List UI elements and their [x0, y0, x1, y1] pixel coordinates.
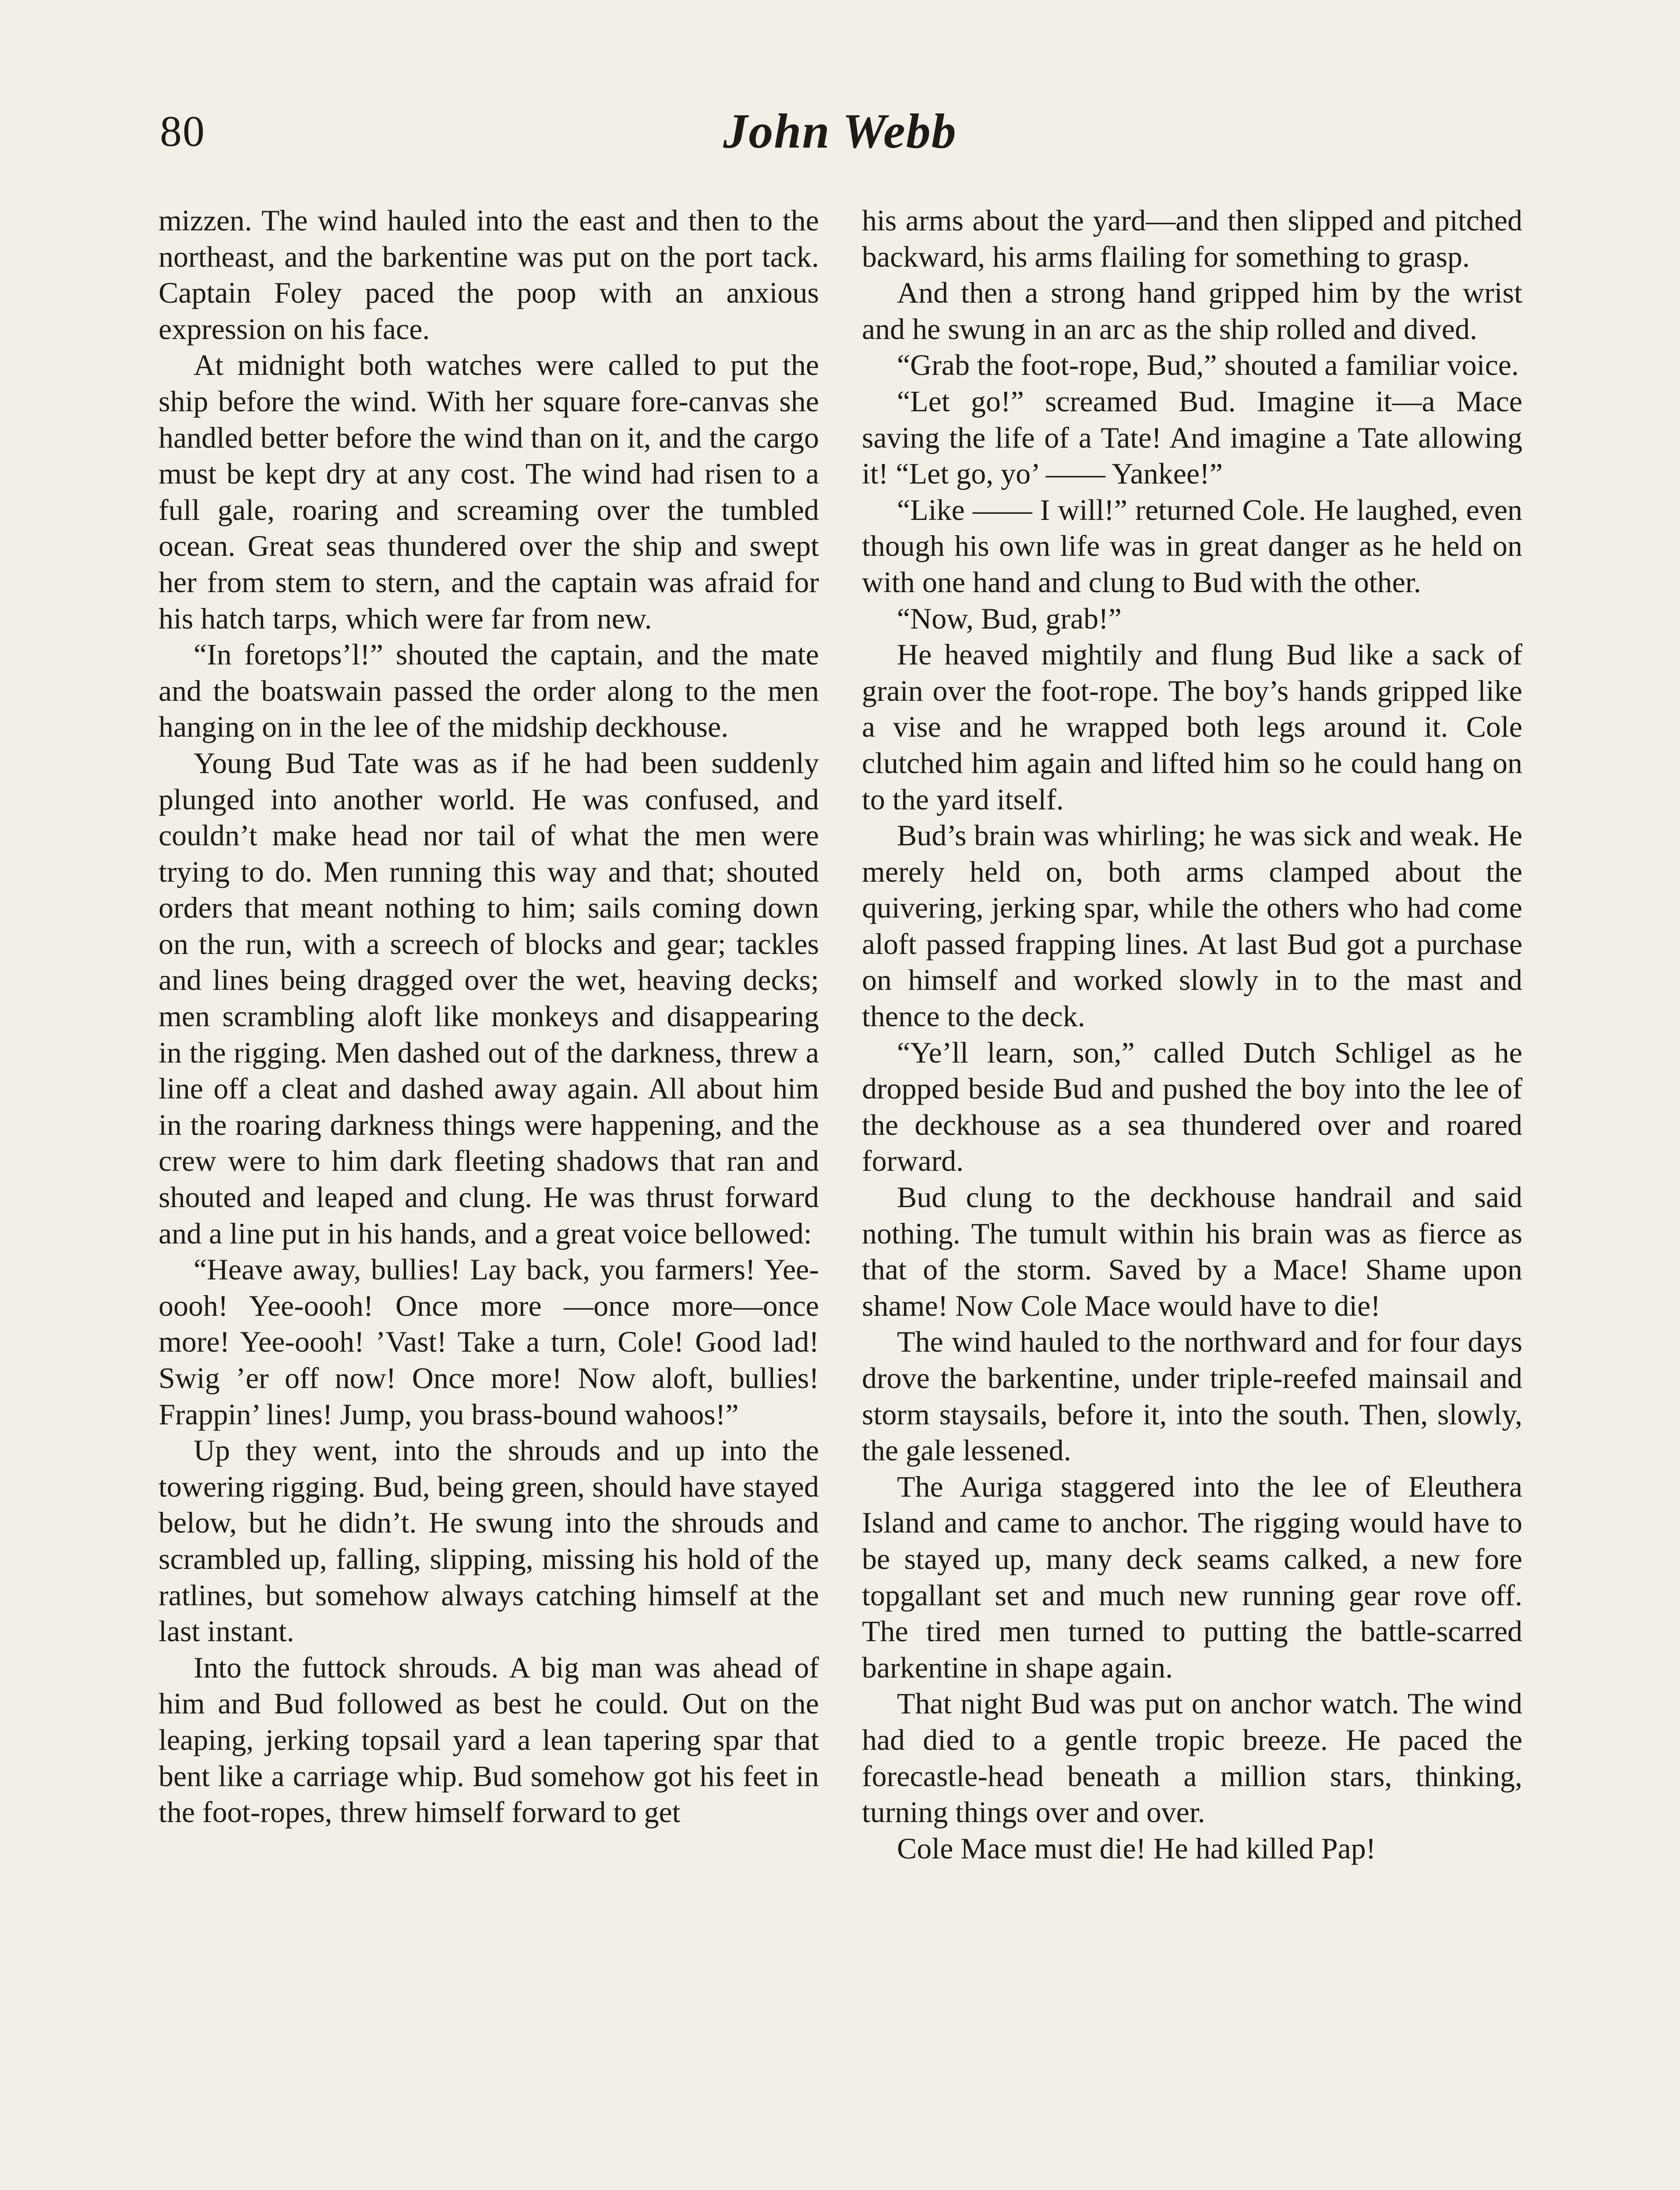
paragraph: “Ye’ll learn, son,” called Dutch Schligel as he dropped beside Bud and pushed the boy into the lee of the deckhouse as a sea thundered over and roared forward. [862, 1035, 1522, 1178]
right-column [862, 202, 1522, 1866]
paragraph: “Like —— I will!” returned Cole. He laughed, even though his own life was in great danger as he held on with one hand and clung to Bud with the other. [862, 493, 1522, 599]
paragraph: Into the futtock shrouds. A big man was ahead of him and Bud followed as best he could. Out on the leaping, jerking topsail yard a lean tapering spar that bent like a carriage whip. Bud somehow got his feet in the foot-ropes, threw himself forward to get [159, 1650, 819, 1829]
paragraph: The wind hauled to the northward and for four days drove the barkentine, under triple-reefed mainsail and storm staysails, before it, into the south. Then, slowly, the gale lessened. [862, 1325, 1522, 1467]
paragraph: Up they went, into the shrouds and up into the towering rigging. Bud, being green, should have stayed below, but he didn’t. He swung into the shrouds and scrambled up, falling, slipping, missing his hold of the ratlines, but somehow always catching himself at the last instant. [159, 1434, 819, 1648]
paragraph: “In foretops’l!” shouted the captain, and the mate and the boatswain passed the order along to the men hanging on in the lee of the midship deckhouse. [159, 638, 819, 744]
paragraph: He heaved mightily and flung Bud like a sack of grain over the foot-rope. The boy’s hands gripped like a vise and he wrapped both legs around it. Cole clutched him again and lifted him so he could hang on to the yard itself. [862, 638, 1522, 816]
left-column [159, 202, 819, 1830]
paragraph: Cole Mace must die! He had killed Pap! [897, 1831, 1376, 1865]
paragraph: At midnight both watches were called to put the ship before the wind. With her square fore-canvas she handled better before the wind than on it, and the cargo must be kept dry at any cost. The wind had risen to a full gale, roaring and screaming over the tumbled ocean. Great seas thundered over the ship and swept her from stem to stern, and the captain was afraid for his hatch tarps, which were far from new. [159, 348, 819, 635]
page-number: 80 [160, 107, 205, 155]
paragraph: “Heave away, bullies! Lay back, you farmers! Yee-oooh! Yee-oooh! Once more —once more—once more! Yee-oooh! ’Vast! Take a turn, Cole! Good lad! Swig ’er off now! Once more! Now aloft, bullies! Frappin’ lines! Jump, you brass-bound wahoos!” [159, 1253, 819, 1431]
paragraph: Bud clung to the deckhouse handrail and said nothing. The tumult within his brain was as fierce as that of the storm. Saved by a Mace! Shame upon shame! Now Cole Mace would have to die! [862, 1180, 1522, 1322]
paragraph: Young Bud Tate was as if he had been suddenly plunged into another world. He was confused, and couldn’t make head nor tail of what the men were trying to do. Men running this way and that; shouted orders that meant nothing to him; sails coming down on the run, with a screech of blocks and gear; tackles and lines being dragged over the wet, heaving decks; men scrambling aloft like monkeys and disappearing in the rigging. Men dashed out of the darkness, threw a line off a cleat and dashed away again. All about him in the roaring darkness things were happening, and the crew were to him dark fleeting shadows that ran and shouted and leaped and clung. He was thrust forward and a line put in his hands, and a great voice bellowed: [159, 746, 819, 1250]
paragraph: That night Bud was put on anchor watch. The wind had died to a gentle tropic breeze. He paced the forecastle-head beneath a million stars, thinking, turning things over and over. [862, 1687, 1522, 1829]
paragraph: mizzen. The wind hauled into the east and then to the northeast, and the barkentine was put on the port tack. Captain Foley paced the poop with an anxious expression on his face. [159, 204, 819, 346]
running-title: John Webb [723, 104, 957, 159]
paragraph: “Now, Bud, grab!” [897, 601, 1122, 635]
paragraph: “Let go!” screamed Bud. Imagine it—a Mace saving the life of a Tate! And imagine a Tate allowing it! “Let go, yo’ —— Yankee!” [862, 384, 1522, 491]
paragraph: The Auriga staggered into the lee of Eleuthera Island and came to anchor. The rigging would have to be stayed up, many deck seams calked, a new fore topgallant set and much new running gear rove off. The tired men turned to putting the battle-scarred barkentine in shape again. [862, 1469, 1522, 1684]
paragraph: “Grab the foot-rope, Bud,” shouted a familiar voice. [897, 348, 1519, 382]
paragraph: And then a strong hand gripped him by the wrist and he swung in an arc as the ship rolled and dived. [862, 276, 1522, 346]
paragraph: Bud’s brain was whirling; he was sick and weak. He merely held on, both arms clamped about the quivering, jerking spar, while the others who had come aloft passed frapping lines. At last Bud got a purchase on himself and worked slowly in to the mast and thence to the deck. [862, 819, 1522, 1033]
paragraph: his arms about the yard—and then slipped and pitched backward, his arms flailing for something to grasp. [862, 204, 1522, 273]
